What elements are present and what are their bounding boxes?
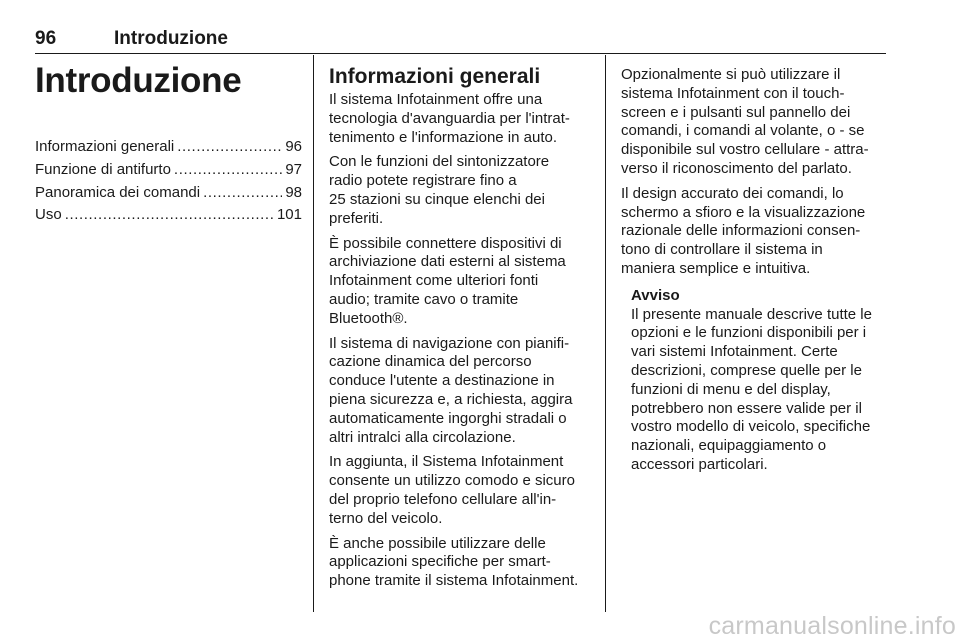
toc-column [35, 59, 302, 227]
toc-leader [174, 159, 282, 182]
toc-entry-page: 101 [276, 206, 302, 224]
page-header [35, 26, 886, 54]
column-divider-right [605, 55, 606, 612]
toc-entry-label: Funzione di antifurto [35, 160, 171, 178]
toc-entry-funzione-di-antifurto[interactable] [35, 159, 302, 182]
paragraph: Il sistema di navigazione con pianifi- cazione dinamica del percorso conduce l'utente a destinazione in piena sicurezza e, a richiesta, aggira automaticamente ingorghi stradali o altri intralci alla circolazione. [329, 334, 573, 446]
running-title: Introduzione [114, 28, 228, 49]
paragraph: Con le funzioni del sintonizzatore radio potete registrare fino a 25 stazioni su cinque elenchi dei preferiti. [329, 153, 550, 227]
watermark: carmanualsonline.info [708, 612, 956, 640]
body-column-right [621, 59, 889, 475]
toc-entry-label: Panoramica dei comandi [35, 183, 201, 201]
toc-leader [65, 204, 274, 227]
body-column-middle [329, 59, 591, 597]
toc-entry-label: Uso [35, 206, 62, 224]
column-divider-left [313, 55, 314, 612]
toc-entry-page: 97 [285, 160, 302, 178]
toc-entry-page: 96 [285, 138, 302, 155]
table-of-contents [35, 136, 302, 227]
paragraph: Il design accurato dei comandi, lo schermo a sfioro e la visualizzazione razionale delle informazioni consen- tono di controllare il sistema in maniera semplice e intuitiva. [621, 184, 866, 277]
toc-entry-uso[interactable] [35, 204, 302, 227]
paragraph: Opzionalmente si può utilizzare il sistema Infotainment con il touch- screen e i pulsanti sul pannello dei comandi, i comandi al volante, o - se disponibile sul vostro cellulare - attra- verso il riconoscimento del parlato. [621, 66, 869, 177]
paragraph: Il sistema Infotainment offre una tecnologia d'avanguardia per l'intrat- tenimento e l'informazione in auto. [329, 91, 570, 146]
toc-entry-label: Informazioni generali [35, 138, 175, 155]
toc-entry-page: 98 [285, 183, 302, 201]
notice-box [631, 287, 889, 475]
toc-leader [203, 182, 282, 205]
page-number: 96 [35, 28, 57, 49]
notice-title: Avviso [631, 286, 680, 304]
paragraph: È possibile connettere dispositivi di archiviazione dati esterni al sistema Infotainment come ulteriori fonti audio; tramite cavo o tramite Bluetooth®. [329, 234, 566, 327]
toc-entry-informazioni-generali[interactable] [35, 136, 302, 159]
section-title: Informazioni generali [329, 65, 541, 88]
toc-leader [177, 136, 282, 159]
chapter-title: Introduzione [35, 61, 242, 100]
paragraph: È anche possibile utilizzare delle applicazioni specifiche per smart- phone tramite il sistema Infotainment. [329, 534, 579, 590]
paragraph: In aggiunta, il Sistema Infotainment consente un utilizzo comodo e sicuro del proprio telefono cellulare all'in- terno del veicolo. [329, 453, 575, 527]
toc-entry-panoramica-dei-comandi[interactable] [35, 182, 302, 205]
notice-body: Il presente manuale descrive tutte le opzioni e le funzioni disponibili per i vari sistemi Infotainment. Certe descrizioni, comprese quelle per le funzioni di menu e del display, potrebbero non essere valide per il vostro modello di veicolo, specifiche nazionali, equipaggiamento o accessori particolari. [631, 305, 872, 473]
